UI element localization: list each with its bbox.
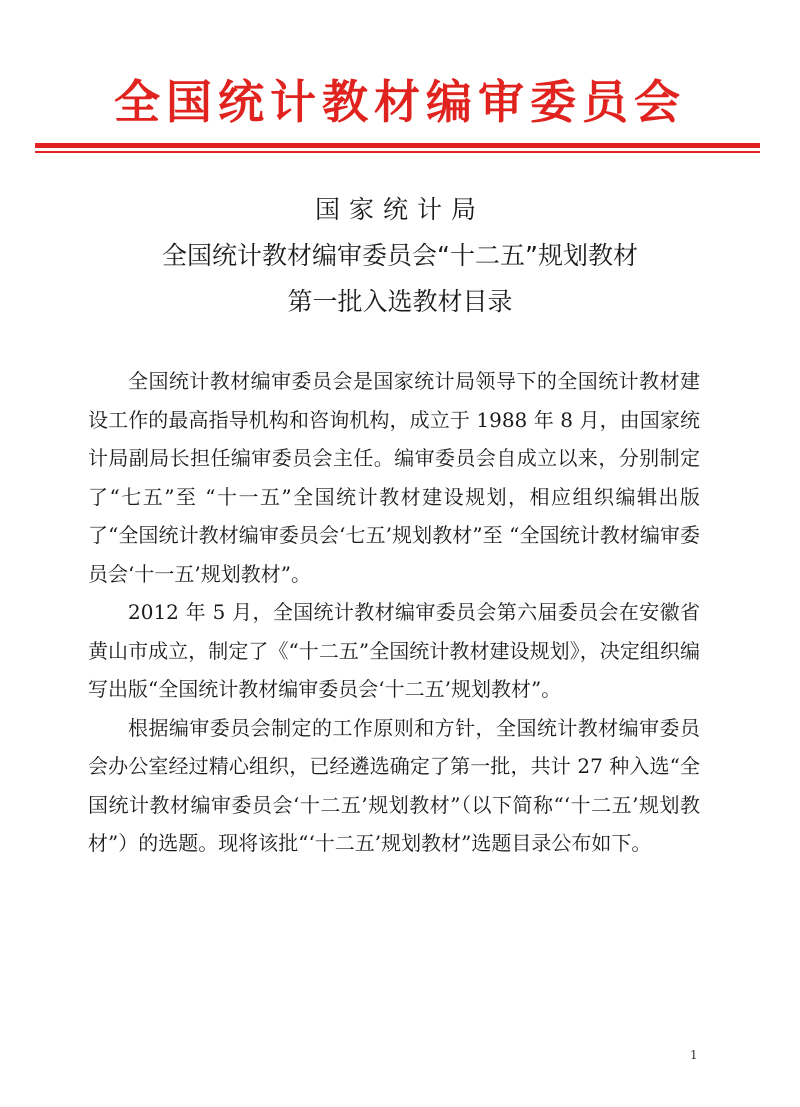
title-issuer: 国家统计局: [314, 195, 485, 224]
paragraph-2: 2012 年 5 月，全国统计教材编审委员会第六届委员会在安徽省黄山市成立，制定了《“十二五”全国统计教材建设规划》，决定组织编写出版“全国统计教材编审委员会‘十二五’规划教材”。: [88, 600, 700, 701]
letterhead-rule-thick: [35, 143, 760, 148]
title-subtitle: 第一批入选教材目录: [287, 287, 513, 316]
document-body: [88, 362, 700, 863]
document-title: [0, 187, 800, 325]
page-number: 1: [690, 1048, 698, 1062]
letterhead-rule-thin: [35, 151, 760, 153]
title-main: 全国统计教材编审委员会“十二五”规划教材: [162, 241, 638, 270]
paragraph-1: 全国统计教材编审委员会是国家统计局领导下的全国统计教材建设工作的最高指导机构和咨询机构，成立于 1988 年 8 月，由国家统计局副局长担任编审委员会主任。编审委员会自成立以来，分别制定了“七五”至 “十一五”全国统计教材建设规划，相应组织编辑出版了“全国统计教材编审委员会‘七五’规划教材”至 “全国统计教材编审委员会‘十一五’规划教材”。: [88, 369, 700, 586]
letterhead-title: 全国统计教材编审委员会: [114, 75, 686, 129]
paragraph-3: 根据编审委员会制定的工作原则和方针，全国统计教材编审委员会办公室经过精心组织，已经遴选确定了第一批，共计 27 种入选“全国统计教材编审委员会‘十二五’规划教材”（以下简称“‘十二五’规划教材”）的选题。现将该批“‘十二五’规划教材”选题目录公布如下。: [88, 715, 700, 855]
